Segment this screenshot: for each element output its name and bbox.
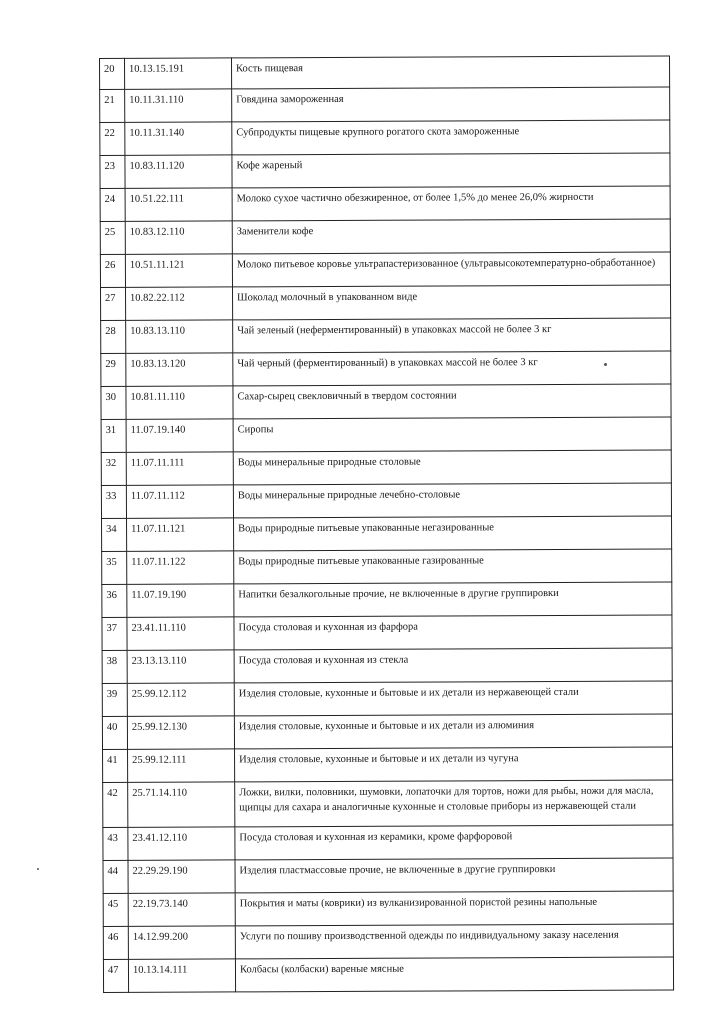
product-name: Воды природные питьевые упакованные газированные [234,549,672,584]
row-number: 45 [103,893,128,926]
product-name: Услуги по пошиву производственной одежды по индивидуальному заказу населения [235,924,673,959]
okpd-code: 10.83.12.110 [125,221,232,254]
row-number: 21 [100,89,125,122]
row-number: 25 [100,221,125,254]
product-name: Изделия столовые, кухонные и бытовые и их детали из нержавеющей стали [234,681,672,716]
okpd-code: 23.13.13.110 [127,650,234,683]
product-name: Покрытия и маты (коврики) из вулканизированной пористой резины напольные [235,891,673,926]
row-number: 43 [103,827,128,860]
table-row [100,153,670,188]
products-table-body [100,56,674,992]
row-number: 31 [101,419,126,452]
product-name: Посуда столовая и кухонная из керамики, кроме фарфоровой [235,825,673,860]
product-name: Чай черный (ферментированный) в упаковках массой не более 3 кг [233,351,671,386]
row-number: 36 [102,584,127,617]
table-row [102,615,672,650]
okpd-code: 11.07.11.121 [127,518,234,551]
product-name: Воды минеральные природные столовые [233,450,671,485]
product-name: Посуда столовая и кухонная из фарфора [234,615,672,650]
table-row [100,56,670,89]
row-number: 29 [101,353,126,386]
row-number: 30 [101,386,126,419]
okpd-code: 10.51.22.111 [125,188,232,221]
product-name: Молоко питьевое коровье ультрапастеризованное (ультравысокотемпературно-обработанное) [232,252,670,287]
table-row [103,747,673,782]
table-row [101,318,671,353]
row-number: 42 [103,782,128,827]
okpd-code: 14.12.99.200 [128,926,235,959]
product-name: Говядина замороженная [232,87,670,122]
okpd-code: 25.99.12.130 [127,716,234,749]
product-name: Изделия столовые, кухонные и бытовые и их детали из чугуна [235,747,673,782]
row-number: 39 [102,683,127,716]
table-row [103,780,673,827]
table-row [100,186,670,221]
table-row [100,120,670,155]
product-name: Молоко сухое частично обезжиренное, от более 1,5% до менее 26,0% жирности [232,186,670,221]
table-row [100,219,670,254]
okpd-code: 25.99.12.111 [128,749,235,782]
row-number: 22 [100,122,125,155]
table-row [101,285,671,320]
table-row [102,549,672,584]
table-row [103,924,673,959]
product-name: Кость пищевая [232,56,670,89]
product-name: Шоколад молочный в упакованном виде [233,285,671,320]
row-number: 47 [103,959,128,992]
okpd-code: 25.71.14.110 [128,782,235,827]
row-number: 46 [103,926,128,959]
product-name: Сахар-сырец свекловичный в твердом состоянии [233,384,671,419]
table-row [103,957,673,992]
product-name: Ложки, вилки, половники, шумовки, лопаточки для тортов, ножи для рыбы, ножи для масла, щипцы для сахара и аналогичные кухонные и столовые приборы из нержавеющей стали [235,780,673,827]
okpd-code: 23.41.12.110 [128,827,235,860]
row-number: 34 [102,518,127,551]
okpd-code: 11.07.11.111 [126,452,233,485]
row-number: 35 [102,551,127,584]
okpd-code: 10.83.13.110 [126,320,233,353]
product-name: Сиропы [233,417,671,452]
row-number: 28 [101,320,126,353]
row-number: 33 [101,485,126,518]
table-row [102,516,672,551]
product-name: Воды природные питьевые упакованные негазированные [234,516,672,551]
table-row [102,681,672,716]
table-row [103,891,673,926]
table-row [101,450,671,485]
product-name: Изделия столовые, кухонные и бытовые и их детали из алюминия [234,714,672,749]
product-name: Заменители кофе [232,219,670,254]
okpd-code: 11.07.19.140 [126,419,233,452]
table-row [102,714,672,749]
table-row [103,825,673,860]
row-number: 40 [102,716,127,749]
okpd-code: 10.11.31.110 [125,89,232,122]
table-row [102,582,672,617]
okpd-code: 11.07.19.190 [127,584,234,617]
product-name: Субпродукты пищевые крупного рогатого скота замороженные [232,120,670,155]
product-name: Кофе жареный [232,153,670,188]
row-number: 27 [101,287,126,320]
row-number: 20 [100,58,125,89]
products-table [99,56,674,993]
product-name: Воды минеральные природные лечебно-столовые [233,483,671,518]
okpd-code: 10.82.22.112 [126,287,233,320]
okpd-code: 10.51.11.121 [125,254,232,287]
okpd-code: 11.07.11.122 [127,551,234,584]
product-name: Посуда столовая и кухонная из стекла [234,648,672,683]
product-name: Напитки безалкогольные прочие, не включенные в другие группировки [234,582,672,617]
table-row [101,384,671,419]
okpd-code: 11.07.11.112 [126,485,233,518]
okpd-code: 23.41.11.110 [127,617,234,650]
okpd-code: 10.13.14.111 [128,959,235,992]
table-row [102,648,672,683]
okpd-code: 22.29.29.190 [128,860,235,893]
row-number: 26 [100,254,125,287]
okpd-code: 10.11.31.140 [125,122,232,155]
table-row [101,417,671,452]
table-row [100,252,670,287]
scan-speck [604,363,607,366]
table-row [101,483,671,518]
row-number: 32 [101,452,126,485]
okpd-code: 22.19.73.140 [128,893,235,926]
okpd-code: 25.99.12.112 [127,683,234,716]
scan-speck [37,868,39,870]
product-name: Чай зеленый (неферментированный) в упаковках массой не более 3 кг [233,318,671,353]
row-number: 41 [103,749,128,782]
okpd-code: 10.81.11.110 [126,386,233,419]
okpd-code: 10.13.15.191 [125,58,232,89]
row-number: 24 [100,188,125,221]
okpd-code: 10.83.11.120 [125,155,232,188]
row-number: 44 [103,860,128,893]
table-row [103,858,673,893]
product-name: Изделия пластмассовые прочие, не включенные в другие группировки [235,858,673,893]
row-number: 38 [102,650,127,683]
okpd-code: 10.83.13.120 [126,353,233,386]
table-row [101,351,671,386]
row-number: 23 [100,155,125,188]
table-row [100,87,670,122]
product-name: Колбасы (колбаски) вареные мясные [235,957,673,992]
row-number: 37 [102,617,127,650]
